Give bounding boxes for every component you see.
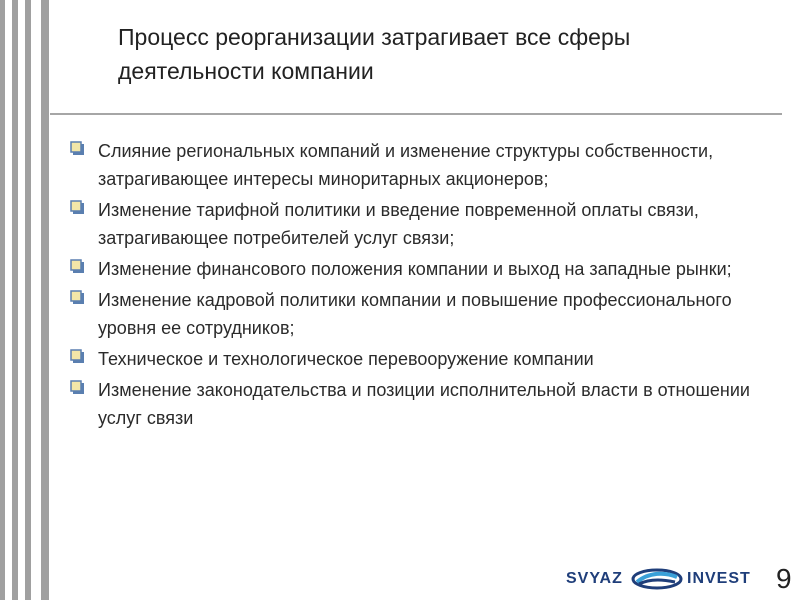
bullet-text: Изменение законодательства и позиции исполнительной власти в отношении услуг связи xyxy=(98,380,750,428)
list-item xyxy=(70,137,770,193)
logo-left-word: SVYAZ xyxy=(566,570,623,587)
decorative-stripe xyxy=(25,0,31,600)
bullet-text: Изменение финансового положения компании и выход на западные рынки; xyxy=(98,259,732,279)
hollow-square-bullet-icon xyxy=(70,141,84,157)
list-item xyxy=(70,345,770,373)
hollow-square-bullet-icon xyxy=(70,380,84,396)
list-item xyxy=(70,196,770,252)
list-item xyxy=(70,376,770,432)
page-number: 9 xyxy=(776,563,792,594)
list-item xyxy=(70,255,770,283)
decorative-stripe xyxy=(41,0,49,600)
bullet-text: Техническое и технологическое перевооружение компании xyxy=(98,349,594,369)
company-logo xyxy=(566,568,756,592)
hollow-square-bullet-icon xyxy=(70,349,84,365)
slide-title: Процесс реорганизации затрагивает все сферы деятельности компании xyxy=(118,24,631,84)
decorative-stripe xyxy=(0,0,5,600)
bullet-list xyxy=(70,137,770,435)
hollow-square-bullet-icon xyxy=(70,200,84,216)
title-divider xyxy=(50,113,782,115)
bullet-text: Изменение кадровой политики компании и повышение профессионального уровня ее сотрудников; xyxy=(98,290,732,338)
list-item xyxy=(70,286,770,342)
logo-right-word: INVEST xyxy=(687,570,751,587)
hollow-square-bullet-icon xyxy=(70,259,84,275)
bullet-text: Изменение тарифной политики и введение повременной оплаты связи, затрагивающее потребителей услуг связи; xyxy=(98,200,699,248)
hollow-square-bullet-icon xyxy=(70,290,84,306)
swoosh-logo-icon xyxy=(631,568,683,590)
bullet-text: Слияние региональных компаний и изменение структуры собственности, затрагивающее интересы миноритарных акционеров; xyxy=(98,141,714,189)
decorative-stripe xyxy=(12,0,18,600)
